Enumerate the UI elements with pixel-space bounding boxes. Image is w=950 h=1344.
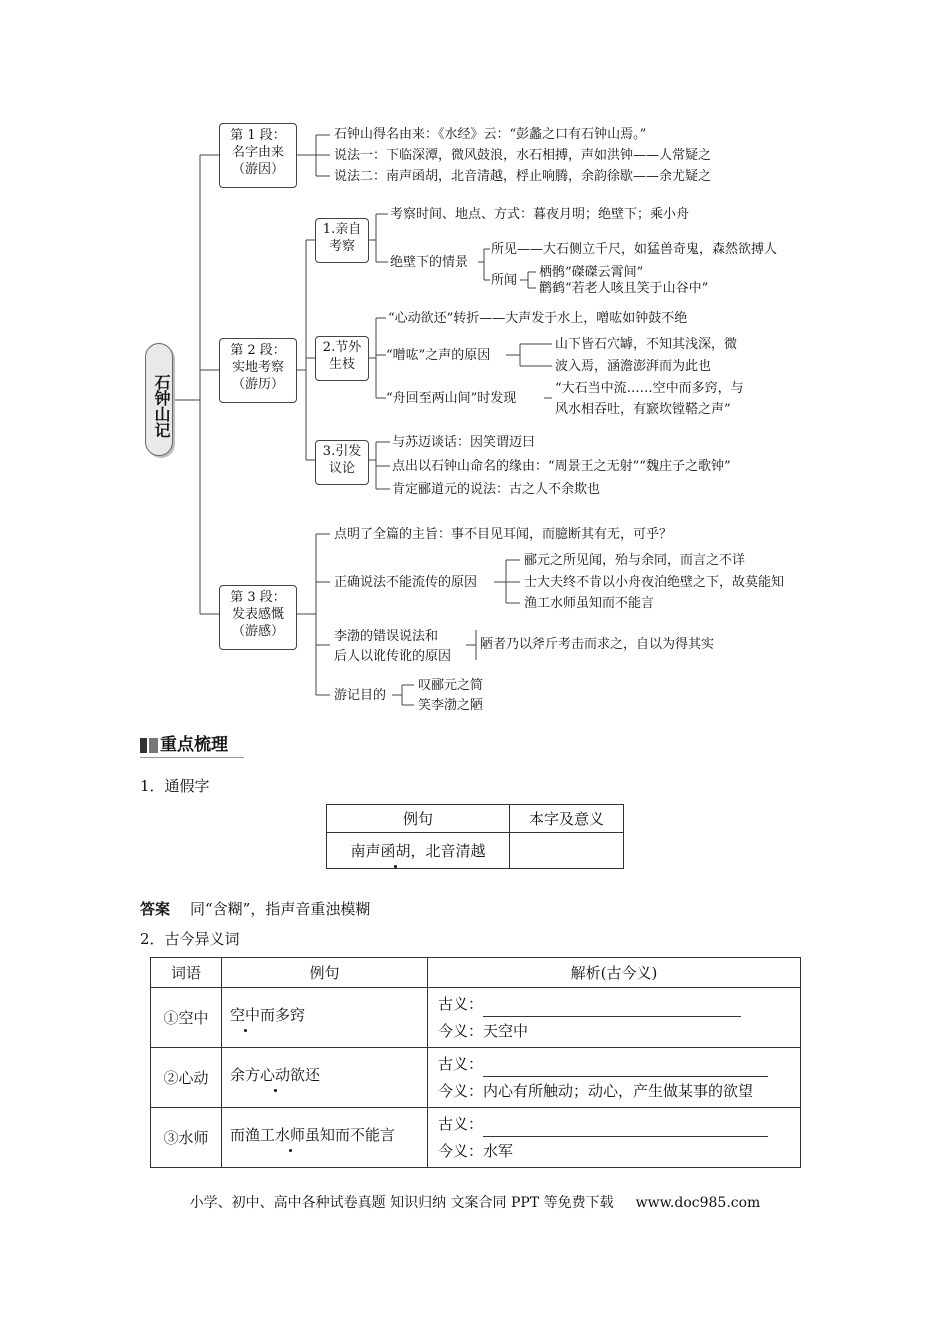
para3-why: 正确说法不能流传的原因 bbox=[334, 575, 478, 590]
q2-header-word: 词语 bbox=[151, 958, 222, 988]
q2-row3-example bbox=[222, 1108, 428, 1168]
q1-example-pre: 南声 bbox=[350, 842, 381, 860]
para1-item-theory2: 说法二：南声函胡，北音清越，桴止响腾，余韵徐歇——余尤疑之 bbox=[334, 169, 712, 184]
para1-box-line1: 第 1 段： bbox=[230, 128, 286, 143]
q2-row2-ancient bbox=[438, 1051, 800, 1077]
footer-url[interactable]: www.doc985.com bbox=[635, 1195, 761, 1211]
mind-map-root: 石钟山记 bbox=[145, 343, 173, 456]
para3-li-detail: 陋者乃以斧斤考击而求之，自以为得其实 bbox=[480, 637, 715, 652]
para2-box bbox=[219, 338, 297, 403]
q2-row2-modern-text: 内心有所触动；动心，产生做某事的欲望 bbox=[483, 1081, 754, 1100]
q2-table bbox=[150, 957, 801, 1168]
q1-header-meaning: 本字及意义 bbox=[510, 805, 624, 833]
q2-row1-modern bbox=[438, 1017, 800, 1045]
q2-row2-post: 欲还 bbox=[290, 1066, 321, 1084]
q2-row2-ancient-blank[interactable] bbox=[483, 1062, 768, 1077]
para1-box bbox=[219, 123, 297, 188]
q2-row1-post: 而多窍 bbox=[260, 1006, 306, 1024]
para3-theme: 点明了全篇的主旨：事不目见耳闻，而臆断其有无，可乎？ bbox=[334, 527, 673, 542]
q2-row1-analysis bbox=[428, 988, 801, 1048]
table-row bbox=[151, 1048, 801, 1108]
q2-row2-analysis bbox=[428, 1048, 801, 1108]
sub3-box-line2: 议论 bbox=[328, 461, 355, 476]
q1-example-post: ，北音清越 bbox=[410, 842, 486, 860]
q1-answer-cell[interactable] bbox=[510, 833, 624, 869]
sub2-reason: “噌吰”之声的原因 bbox=[386, 348, 491, 363]
q2-title: 2．古今异义词 bbox=[140, 930, 240, 948]
q2-row1-example bbox=[222, 988, 428, 1048]
q2-row2-modern-label: 今义： bbox=[438, 1081, 484, 1100]
q2-row3-post: 虽知而不能言 bbox=[305, 1126, 396, 1144]
q2-row1-dotted: 空中 bbox=[230, 1006, 261, 1024]
section-title: 重点梳理 bbox=[160, 735, 228, 755]
q1-answer bbox=[140, 899, 370, 919]
q2-row3-ancient-blank[interactable] bbox=[483, 1122, 768, 1137]
q1-table bbox=[326, 804, 624, 869]
q2-row2-example bbox=[222, 1048, 428, 1108]
sub1-seen: 所见——大石侧立千尺，如猛兽奇鬼，森然欲搏人 bbox=[491, 242, 778, 257]
q2-row3-ancient bbox=[438, 1111, 800, 1137]
sub2-found-line1: “大石当中流……空中而多窍，与 bbox=[555, 381, 744, 396]
para2-box-line3: （游历） bbox=[231, 377, 284, 392]
q2-row3-pre: 而渔工 bbox=[230, 1126, 276, 1144]
sub1-box-line2: 考察 bbox=[328, 239, 355, 254]
para3-li-line1: 李渤的错误说法和 bbox=[334, 629, 439, 644]
para2-box-line2: 实地考察 bbox=[231, 360, 284, 375]
sub1-box bbox=[315, 218, 369, 263]
q2-header-analysis: 解析(古今义) bbox=[428, 958, 801, 988]
section-marker-icon-2 bbox=[149, 738, 158, 753]
footer-text: 小学、初中、高中各种试卷真题 知识归纳 文案合同 PPT 等免费下载 bbox=[189, 1195, 614, 1211]
sub1-box-line1: 1.亲自 bbox=[322, 222, 362, 237]
sub3-item3: 肯定郦道元的说法：古之人不余欺也 bbox=[392, 482, 601, 497]
q2-header-example: 例句 bbox=[222, 958, 428, 988]
para3-box bbox=[219, 585, 297, 650]
q2-row1-ancient-blank[interactable] bbox=[483, 1002, 741, 1017]
sub2-found: “舟回至两山间”时发现 bbox=[386, 391, 517, 406]
sub3-box-line1: 3.引发 bbox=[322, 444, 362, 459]
para3-box-line2: 发表感慨 bbox=[231, 607, 284, 622]
sub3-item2: 点出以石钟山命名的缘由：“周景王之无射”“魏庄子之歌钟” bbox=[392, 459, 731, 474]
q2-row3-analysis bbox=[428, 1108, 801, 1168]
para3-aim-item2: 笑李渤之陋 bbox=[418, 698, 484, 713]
q2-row1-word: ①空中 bbox=[151, 988, 222, 1048]
para3-why-item1: 郦元之所见闻，殆与余同，而言之不详 bbox=[524, 553, 746, 568]
q1-answer-label: 答案 bbox=[140, 900, 171, 918]
q2-row2-ancient-label: 古义： bbox=[438, 1054, 484, 1073]
q2-row2-dotted: 心动 bbox=[260, 1066, 291, 1084]
sub2-box bbox=[315, 336, 369, 381]
q2-row3-modern bbox=[438, 1137, 800, 1165]
q1-header-example: 例句 bbox=[327, 805, 510, 833]
sub1-heard-item2: 鹳鹤“若老人咳且笑于山谷中” bbox=[539, 281, 709, 296]
q2-row1-modern-label: 今义： bbox=[438, 1021, 484, 1040]
para3-why-item2: 士大夫终不肯以小舟夜泊绝壁之下，故莫能知 bbox=[524, 575, 785, 590]
sub3-item1: 与苏迈谈话：因笑谓迈曰 bbox=[392, 435, 536, 450]
q2-row2-modern bbox=[438, 1077, 800, 1105]
para3-aim: 游记目的 bbox=[334, 688, 387, 703]
q2-row1-ancient bbox=[438, 991, 800, 1017]
footer bbox=[0, 1192, 950, 1212]
para3-why-item3: 渔工水师虽知而不能言 bbox=[524, 596, 655, 611]
q2-row1-modern-text: 天空中 bbox=[483, 1021, 529, 1040]
table-row bbox=[151, 988, 801, 1048]
q2-row2-word: ②心动 bbox=[151, 1048, 222, 1108]
sub3-box bbox=[315, 440, 369, 485]
para3-aim-item1: 叹郦元之简 bbox=[418, 678, 484, 693]
section-marker-icon bbox=[140, 738, 147, 753]
q2-row3-dotted: 水师 bbox=[275, 1126, 306, 1144]
para1-box-line3: （游因） bbox=[231, 162, 284, 177]
para1-box-line2: 名字由来 bbox=[231, 145, 284, 160]
sub2-reason-line1: 山下皆石穴罅，不知其浅深，微 bbox=[555, 337, 738, 352]
section-underline bbox=[140, 757, 244, 758]
sub2-reason-line2: 波入焉，涵澹澎湃而为此也 bbox=[555, 359, 712, 374]
sub1-time: 考察时间、地点、方式：暮夜月明；绝壁下；乘小舟 bbox=[390, 207, 690, 222]
q2-row1-ancient-label: 古义： bbox=[438, 994, 484, 1013]
sub1-heard: 所闻 bbox=[491, 273, 518, 288]
sub2-found-line2: 风水相吞吐，有窾坎镗鞳之声” bbox=[555, 402, 731, 417]
sub1-scene: 绝壁下的情景 bbox=[390, 255, 469, 270]
sub2-box-line2: 生枝 bbox=[328, 357, 355, 372]
para3-box-line1: 第 3 段： bbox=[230, 590, 286, 605]
q1-title: 1．通假字 bbox=[140, 777, 210, 795]
sub1-heard-item1: 栖鹘“磔磔云霄间” bbox=[539, 265, 644, 280]
para1-item-theory1: 说法一：下临深潭，微风鼓浪，水石相搏，声如洪钟——人常疑之 bbox=[334, 148, 712, 163]
q2-row3-modern-text: 水军 bbox=[483, 1141, 514, 1160]
q2-row2-pre: 余方 bbox=[230, 1066, 261, 1084]
para3-li-line2: 后人以讹传讹的原因 bbox=[334, 649, 452, 664]
q1-example-dotted: 函胡 bbox=[380, 842, 411, 860]
q1-example-cell bbox=[327, 833, 510, 869]
sub2-box-line1: 2.节外 bbox=[322, 340, 362, 355]
para3-box-line3: （游感） bbox=[231, 624, 284, 639]
q2-row3-word: ③水师 bbox=[151, 1108, 222, 1168]
sub2-turn: “心动欲还”转折——大声发于水上，噌吰如钟鼓不绝 bbox=[388, 311, 688, 326]
q2-row3-ancient-label: 古义： bbox=[438, 1114, 484, 1133]
q1-answer-text: 同“含糊”，指声音重浊模糊 bbox=[190, 900, 371, 918]
para1-item-origin: 石钟山得名由来：《水经》云：“彭蠡之口有石钟山焉。” bbox=[334, 127, 647, 142]
q2-row3-modern-label: 今义： bbox=[438, 1141, 484, 1160]
table-row bbox=[151, 1108, 801, 1168]
para2-box-line1: 第 2 段： bbox=[230, 343, 286, 358]
